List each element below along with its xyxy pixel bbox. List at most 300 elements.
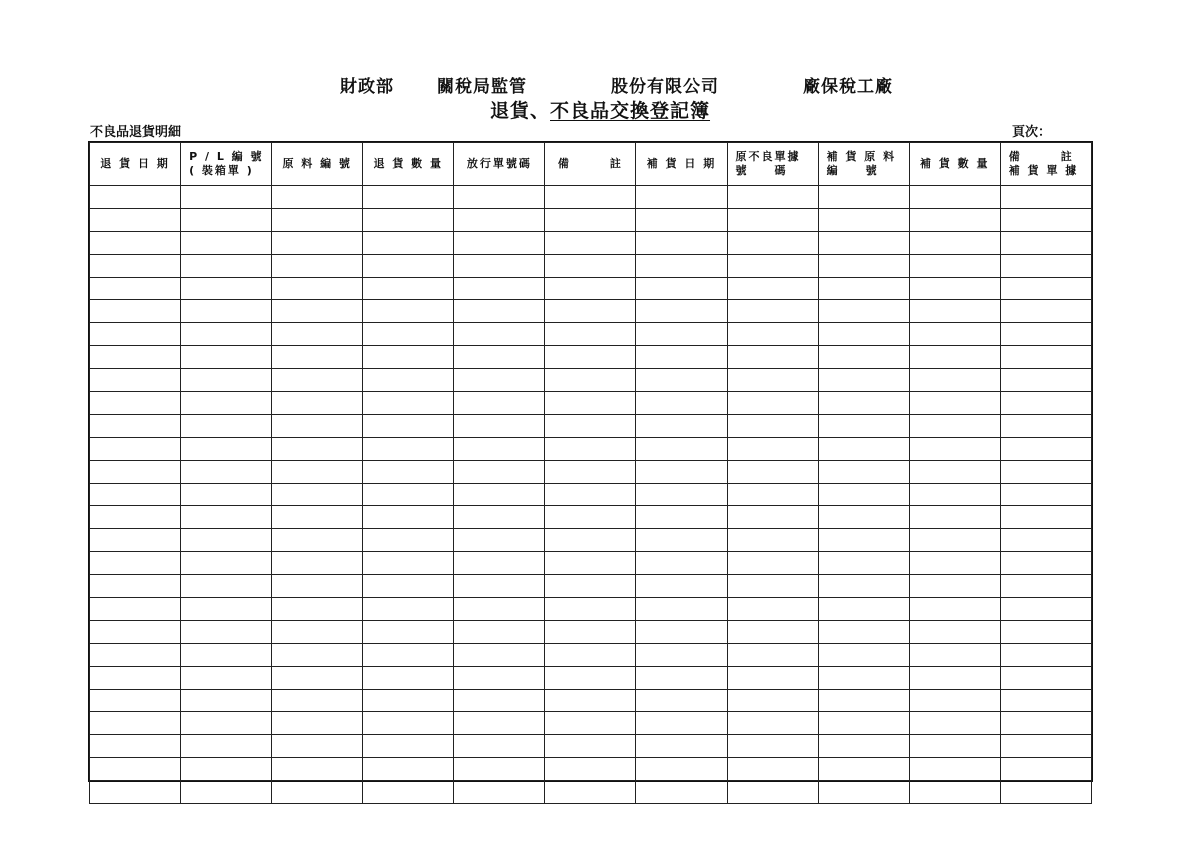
table-cell[interactable] [727, 346, 818, 369]
table-cell[interactable] [272, 666, 363, 689]
table-cell[interactable] [545, 506, 636, 529]
table-cell[interactable] [90, 277, 181, 300]
table-cell[interactable] [363, 506, 454, 529]
table-cell[interactable] [909, 575, 1000, 598]
table-cell[interactable] [909, 208, 1000, 231]
table-cell[interactable] [545, 323, 636, 346]
table-cell[interactable] [272, 231, 363, 254]
table-cell[interactable] [545, 735, 636, 758]
table-cell[interactable] [363, 575, 454, 598]
table-cell[interactable] [727, 186, 818, 209]
table-cell[interactable] [454, 781, 545, 804]
table-cell[interactable] [636, 231, 727, 254]
table-cell[interactable] [727, 529, 818, 552]
table-cell[interactable] [272, 643, 363, 666]
table-cell[interactable] [909, 369, 1000, 392]
table-cell[interactable] [272, 277, 363, 300]
table-cell[interactable] [636, 781, 727, 804]
table-cell[interactable] [909, 460, 1000, 483]
table-cell[interactable] [1000, 254, 1091, 277]
table-cell[interactable] [909, 781, 1000, 804]
table-cell[interactable] [636, 506, 727, 529]
table-cell[interactable] [363, 186, 454, 209]
table-cell[interactable] [636, 758, 727, 781]
table-cell[interactable] [545, 277, 636, 300]
table-cell[interactable] [727, 277, 818, 300]
table-cell[interactable] [1000, 437, 1091, 460]
table-cell[interactable] [1000, 483, 1091, 506]
table-cell[interactable] [1000, 323, 1091, 346]
table-cell[interactable] [636, 552, 727, 575]
table-cell[interactable] [727, 598, 818, 621]
table-cell[interactable] [181, 300, 272, 323]
table-cell[interactable] [727, 643, 818, 666]
table-cell[interactable] [272, 712, 363, 735]
table-cell[interactable] [363, 323, 454, 346]
table-cell[interactable] [363, 208, 454, 231]
table-cell[interactable] [636, 437, 727, 460]
table-cell[interactable] [636, 392, 727, 415]
table-cell[interactable] [909, 414, 1000, 437]
table-cell[interactable] [181, 758, 272, 781]
table-cell[interactable] [272, 346, 363, 369]
table-cell[interactable] [545, 781, 636, 804]
table-cell[interactable] [363, 277, 454, 300]
table-cell[interactable] [636, 300, 727, 323]
table-cell[interactable] [454, 735, 545, 758]
table-cell[interactable] [181, 323, 272, 346]
table-cell[interactable] [90, 437, 181, 460]
table-cell[interactable] [909, 506, 1000, 529]
table-cell[interactable] [181, 392, 272, 415]
table-cell[interactable] [1000, 598, 1091, 621]
table-cell[interactable] [181, 231, 272, 254]
table-cell[interactable] [1000, 643, 1091, 666]
table-cell[interactable] [545, 437, 636, 460]
table-cell[interactable] [818, 437, 909, 460]
table-cell[interactable] [909, 666, 1000, 689]
table-cell[interactable] [818, 254, 909, 277]
table-cell[interactable] [181, 666, 272, 689]
table-cell[interactable] [181, 208, 272, 231]
table-cell[interactable] [90, 689, 181, 712]
table-cell[interactable] [363, 254, 454, 277]
table-cell[interactable] [727, 552, 818, 575]
table-cell[interactable] [363, 712, 454, 735]
table-cell[interactable] [909, 643, 1000, 666]
table-cell[interactable] [363, 620, 454, 643]
table-cell[interactable] [181, 277, 272, 300]
table-cell[interactable] [1000, 758, 1091, 781]
table-cell[interactable] [545, 575, 636, 598]
table-cell[interactable] [818, 666, 909, 689]
table-cell[interactable] [90, 620, 181, 643]
table-cell[interactable] [909, 620, 1000, 643]
table-cell[interactable] [909, 712, 1000, 735]
table-cell[interactable] [272, 529, 363, 552]
table-cell[interactable] [545, 392, 636, 415]
table-cell[interactable] [909, 758, 1000, 781]
table-cell[interactable] [636, 529, 727, 552]
table-cell[interactable] [727, 392, 818, 415]
table-cell[interactable] [636, 689, 727, 712]
table-cell[interactable] [636, 186, 727, 209]
table-cell[interactable] [90, 712, 181, 735]
table-cell[interactable] [545, 369, 636, 392]
table-cell[interactable] [636, 414, 727, 437]
table-cell[interactable] [636, 254, 727, 277]
table-cell[interactable] [363, 346, 454, 369]
table-cell[interactable] [818, 300, 909, 323]
table-cell[interactable] [454, 689, 545, 712]
table-cell[interactable] [727, 300, 818, 323]
table-cell[interactable] [454, 231, 545, 254]
table-cell[interactable] [909, 529, 1000, 552]
table-cell[interactable] [545, 483, 636, 506]
table-cell[interactable] [454, 414, 545, 437]
table-cell[interactable] [90, 460, 181, 483]
table-cell[interactable] [363, 598, 454, 621]
table-cell[interactable] [636, 598, 727, 621]
table-cell[interactable] [818, 460, 909, 483]
table-cell[interactable] [818, 735, 909, 758]
table-cell[interactable] [909, 437, 1000, 460]
table-cell[interactable] [454, 323, 545, 346]
table-cell[interactable] [272, 758, 363, 781]
table-cell[interactable] [909, 254, 1000, 277]
table-cell[interactable] [545, 689, 636, 712]
table-row [90, 460, 1092, 483]
table-cell[interactable] [90, 414, 181, 437]
table-cell[interactable] [545, 208, 636, 231]
table-cell[interactable] [1000, 346, 1091, 369]
table-cell[interactable] [454, 277, 545, 300]
table-cell[interactable] [727, 323, 818, 346]
table-cell[interactable] [272, 300, 363, 323]
table-cell[interactable] [636, 666, 727, 689]
table-cell[interactable] [363, 643, 454, 666]
table-cell[interactable] [181, 483, 272, 506]
table-cell[interactable] [727, 781, 818, 804]
table-cell[interactable] [636, 575, 727, 598]
table-cell[interactable] [727, 712, 818, 735]
table-cell[interactable] [363, 392, 454, 415]
table-cell[interactable] [181, 643, 272, 666]
table-cell[interactable] [909, 483, 1000, 506]
table-cell[interactable] [818, 277, 909, 300]
table-cell[interactable] [636, 712, 727, 735]
table-cell[interactable] [90, 300, 181, 323]
table-cell[interactable] [727, 369, 818, 392]
table-cell[interactable] [636, 483, 727, 506]
table-cell[interactable] [90, 323, 181, 346]
table-cell[interactable] [818, 620, 909, 643]
table-cell[interactable] [90, 529, 181, 552]
table-cell[interactable] [454, 758, 545, 781]
table-cell[interactable] [909, 552, 1000, 575]
table-cell[interactable] [818, 781, 909, 804]
table-cell[interactable] [181, 781, 272, 804]
table-cell[interactable] [363, 735, 454, 758]
table-cell[interactable] [636, 620, 727, 643]
table-cell[interactable] [1000, 300, 1091, 323]
table-cell[interactable] [181, 552, 272, 575]
table-cell[interactable] [545, 346, 636, 369]
table-cell[interactable] [454, 643, 545, 666]
table-cell[interactable] [636, 643, 727, 666]
table-cell[interactable] [181, 712, 272, 735]
table-cell[interactable] [818, 506, 909, 529]
table-cell[interactable] [90, 643, 181, 666]
table-cell[interactable] [363, 781, 454, 804]
table-cell[interactable] [636, 369, 727, 392]
table-cell[interactable] [90, 758, 181, 781]
table-cell[interactable] [272, 735, 363, 758]
table-cell[interactable] [909, 689, 1000, 712]
table-cell[interactable] [363, 300, 454, 323]
table-cell[interactable] [818, 712, 909, 735]
table-cell[interactable] [909, 277, 1000, 300]
table-cell[interactable] [1000, 369, 1091, 392]
table-cell[interactable] [272, 369, 363, 392]
table-cell[interactable] [545, 643, 636, 666]
table-cell[interactable] [181, 437, 272, 460]
table-cell[interactable] [909, 735, 1000, 758]
table-cell[interactable] [454, 186, 545, 209]
table-cell[interactable] [1000, 689, 1091, 712]
table-cell[interactable] [454, 300, 545, 323]
column-header: 原 料 編 號 [272, 143, 363, 186]
table-cell[interactable] [636, 460, 727, 483]
table-cell[interactable] [636, 735, 727, 758]
table-cell[interactable] [181, 735, 272, 758]
table-cell[interactable] [636, 323, 727, 346]
table-cell[interactable] [909, 231, 1000, 254]
table-cell[interactable] [818, 186, 909, 209]
table-cell[interactable] [454, 575, 545, 598]
table-cell[interactable] [636, 208, 727, 231]
table-cell[interactable] [818, 414, 909, 437]
table-cell[interactable] [90, 369, 181, 392]
table-cell[interactable] [363, 689, 454, 712]
table-cell[interactable] [727, 620, 818, 643]
table-cell[interactable] [1000, 506, 1091, 529]
table-cell[interactable] [272, 552, 363, 575]
table-cell[interactable] [363, 483, 454, 506]
table-cell[interactable] [363, 369, 454, 392]
table-cell[interactable] [909, 300, 1000, 323]
table-cell[interactable] [909, 346, 1000, 369]
table-cell[interactable] [181, 689, 272, 712]
table-cell[interactable] [545, 598, 636, 621]
table-cell[interactable] [90, 346, 181, 369]
table-cell[interactable] [818, 758, 909, 781]
table-cell[interactable] [454, 369, 545, 392]
table-cell[interactable] [181, 529, 272, 552]
table-cell[interactable] [727, 208, 818, 231]
table-cell[interactable] [363, 460, 454, 483]
table-cell[interactable] [363, 231, 454, 254]
table-cell[interactable] [818, 598, 909, 621]
table-cell[interactable] [272, 506, 363, 529]
table-cell[interactable] [90, 735, 181, 758]
table-cell[interactable] [363, 414, 454, 437]
table-cell[interactable] [90, 254, 181, 277]
table-cell[interactable] [272, 620, 363, 643]
table-cell[interactable] [818, 346, 909, 369]
table-cell[interactable] [272, 460, 363, 483]
table-cell[interactable] [727, 437, 818, 460]
table-cell[interactable] [818, 643, 909, 666]
table-cell[interactable] [90, 483, 181, 506]
table-cell[interactable] [181, 598, 272, 621]
table-cell[interactable] [181, 460, 272, 483]
table-cell[interactable] [727, 414, 818, 437]
table-cell[interactable] [363, 529, 454, 552]
table-cell[interactable] [1000, 231, 1091, 254]
table-cell[interactable] [727, 666, 818, 689]
table-cell[interactable] [909, 186, 1000, 209]
table-cell[interactable] [1000, 735, 1091, 758]
table-cell[interactable] [909, 323, 1000, 346]
table-cell[interactable] [545, 529, 636, 552]
table-row [90, 643, 1092, 666]
table-cell[interactable] [454, 620, 545, 643]
table-cell[interactable] [90, 231, 181, 254]
table-cell[interactable] [818, 575, 909, 598]
table-cell[interactable] [272, 392, 363, 415]
table-cell[interactable] [636, 346, 727, 369]
table-cell[interactable] [454, 666, 545, 689]
table-cell[interactable] [727, 506, 818, 529]
table-cell[interactable] [1000, 277, 1091, 300]
table-cell[interactable] [818, 231, 909, 254]
table-cell[interactable] [1000, 620, 1091, 643]
table-cell[interactable] [545, 460, 636, 483]
table-cell[interactable] [90, 666, 181, 689]
table-cell[interactable] [545, 758, 636, 781]
table-cell[interactable] [272, 781, 363, 804]
table-cell[interactable] [818, 552, 909, 575]
table-cell[interactable] [363, 552, 454, 575]
table-cell[interactable] [90, 781, 181, 804]
table-cell[interactable] [90, 598, 181, 621]
table-cell[interactable] [454, 506, 545, 529]
table-cell[interactable] [1000, 529, 1091, 552]
table-cell[interactable] [727, 735, 818, 758]
table-cell[interactable] [1000, 552, 1091, 575]
table-cell[interactable] [272, 689, 363, 712]
table-cell[interactable] [454, 552, 545, 575]
table-cell[interactable] [363, 666, 454, 689]
table-cell[interactable] [272, 186, 363, 209]
table-cell[interactable] [545, 620, 636, 643]
table-cell[interactable] [1000, 414, 1091, 437]
table-cell[interactable] [90, 575, 181, 598]
table-cell[interactable] [454, 598, 545, 621]
table-cell[interactable] [1000, 392, 1091, 415]
table-cell[interactable] [272, 437, 363, 460]
table-cell[interactable] [818, 323, 909, 346]
table-cell[interactable] [181, 346, 272, 369]
table-cell[interactable] [454, 437, 545, 460]
table-cell[interactable] [545, 231, 636, 254]
table-cell[interactable] [818, 483, 909, 506]
table-cell[interactable] [272, 323, 363, 346]
table-cell[interactable] [454, 208, 545, 231]
table-cell[interactable] [727, 758, 818, 781]
table-cell[interactable] [454, 460, 545, 483]
table-cell[interactable] [363, 437, 454, 460]
table-cell[interactable] [727, 231, 818, 254]
table-cell[interactable] [909, 598, 1000, 621]
table-cell[interactable] [636, 277, 727, 300]
table-cell[interactable] [454, 529, 545, 552]
table-cell[interactable] [545, 552, 636, 575]
table-cell[interactable] [727, 689, 818, 712]
table-cell[interactable] [818, 392, 909, 415]
table-cell[interactable] [272, 483, 363, 506]
table-cell[interactable] [818, 369, 909, 392]
table-cell[interactable] [272, 575, 363, 598]
table-cell[interactable] [454, 392, 545, 415]
table-cell[interactable] [181, 254, 272, 277]
table-cell[interactable] [545, 254, 636, 277]
table-cell[interactable] [363, 758, 454, 781]
table-cell[interactable] [181, 369, 272, 392]
table-cell[interactable] [818, 529, 909, 552]
table-cell[interactable] [727, 483, 818, 506]
table-cell[interactable] [454, 346, 545, 369]
table-cell[interactable] [727, 460, 818, 483]
table-cell[interactable] [272, 208, 363, 231]
table-cell[interactable] [90, 392, 181, 415]
table-cell[interactable] [1000, 208, 1091, 231]
table-cell[interactable] [545, 414, 636, 437]
table-cell[interactable] [1000, 575, 1091, 598]
table-cell[interactable] [90, 552, 181, 575]
table-cell[interactable] [272, 414, 363, 437]
table-cell[interactable] [181, 620, 272, 643]
table-cell[interactable] [1000, 186, 1091, 209]
table-cell[interactable] [818, 689, 909, 712]
table-cell[interactable] [90, 186, 181, 209]
table-cell[interactable] [545, 300, 636, 323]
table-cell[interactable] [454, 712, 545, 735]
table-cell[interactable] [1000, 712, 1091, 735]
table-cell[interactable] [90, 208, 181, 231]
table-cell[interactable] [727, 575, 818, 598]
table-cell[interactable] [90, 506, 181, 529]
table-cell[interactable] [818, 208, 909, 231]
table-cell[interactable] [1000, 460, 1091, 483]
table-cell[interactable] [272, 598, 363, 621]
table-cell[interactable] [181, 575, 272, 598]
table-cell[interactable] [545, 712, 636, 735]
table-cell[interactable] [1000, 666, 1091, 689]
table-cell[interactable] [727, 254, 818, 277]
table-cell[interactable] [909, 392, 1000, 415]
table-cell[interactable] [272, 254, 363, 277]
table-cell[interactable] [545, 666, 636, 689]
table-cell[interactable] [545, 186, 636, 209]
table-cell[interactable] [181, 506, 272, 529]
table-cell[interactable] [181, 186, 272, 209]
table-cell[interactable] [1000, 781, 1091, 804]
table-cell[interactable] [181, 414, 272, 437]
table-cell[interactable] [454, 254, 545, 277]
table-cell[interactable] [454, 483, 545, 506]
